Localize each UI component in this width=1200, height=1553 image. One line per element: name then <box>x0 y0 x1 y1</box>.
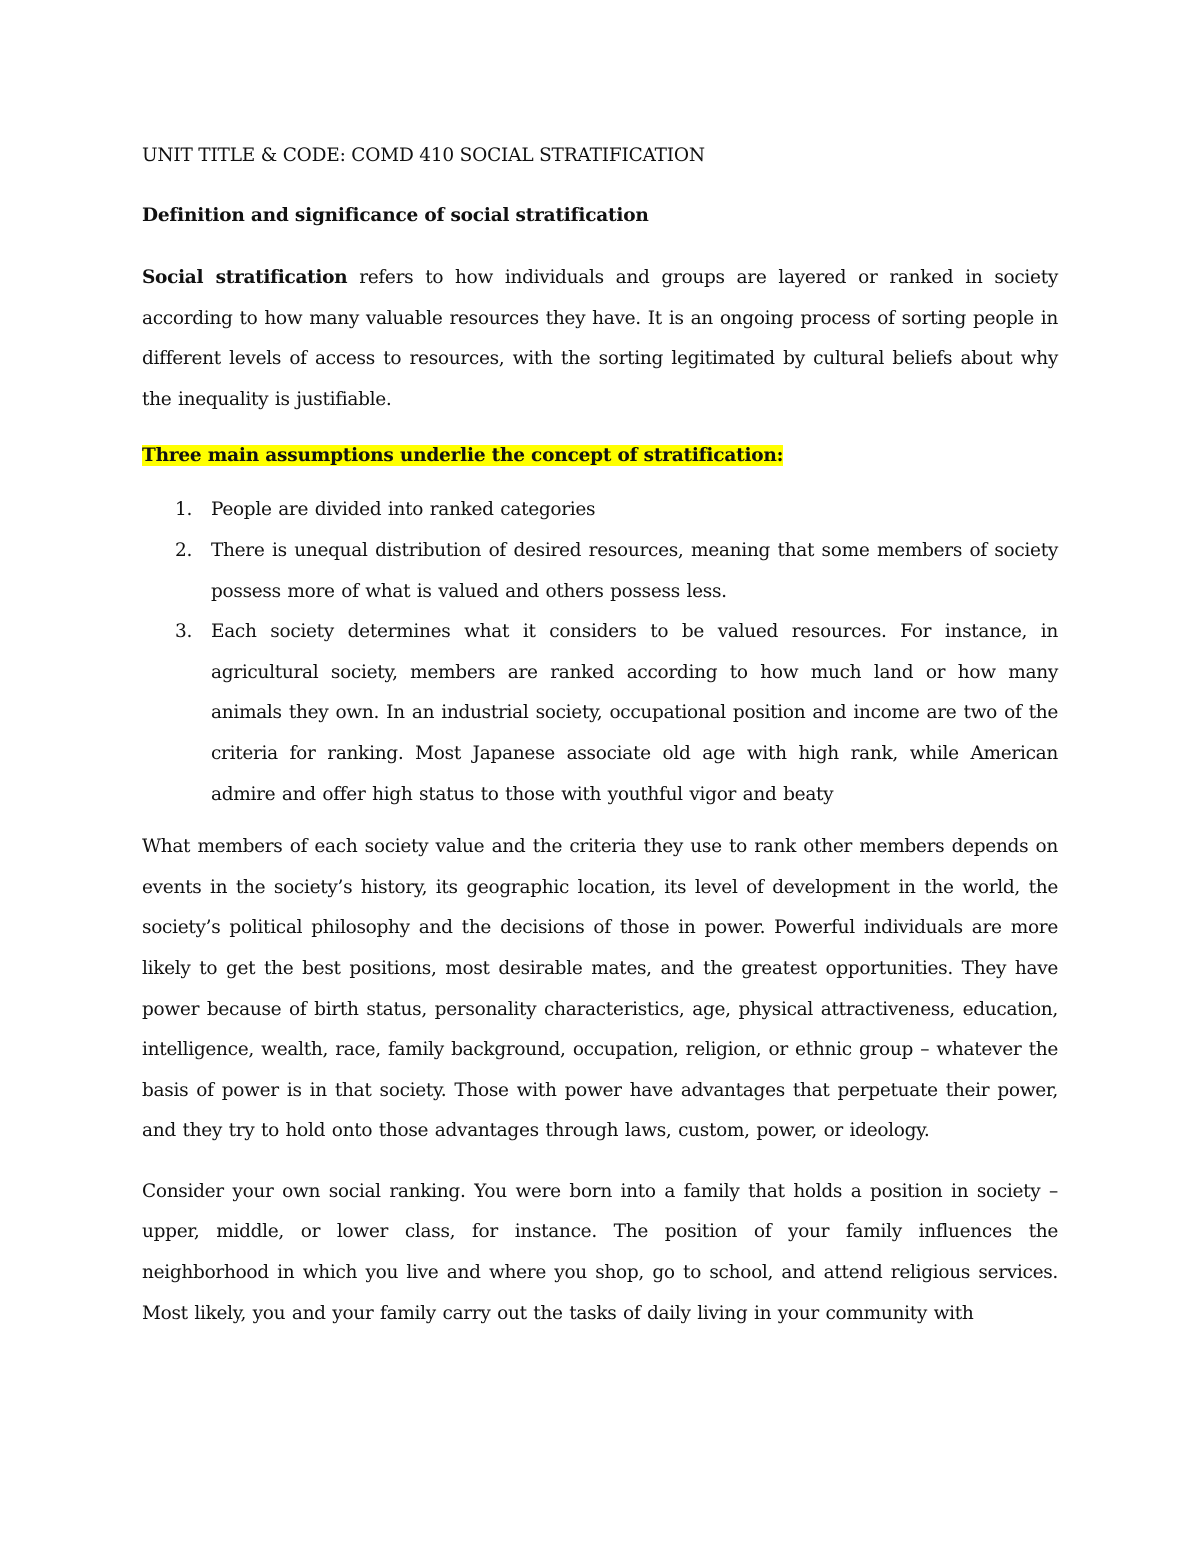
list-item-number: 1. <box>175 499 193 521</box>
list-item-text: Each society determines what it considers to be valued resources. For instance, in agricultural society, members are ranked according to how much land or how many animals they own. In an industrial society, occupational position and income are two of the criteria for ranking. Most Japanese associate old age with high rank, while American admire and offer high status to those with youthful vigor and beaty <box>211 621 1058 805</box>
list-item <box>142 531 1058 612</box>
list-item-number: 3. <box>175 621 193 643</box>
definition-paragraph <box>142 258 1058 420</box>
definition-text: refers to how individuals and groups are layered or ranked in society according to how many valuable resources they have. It is an ongoing process of sorting people in different levels of access to resources, with the sorting legitimated by cultural beliefs about why the inequality is justifiable. <box>142 267 1058 410</box>
assumptions-heading <box>142 440 1058 472</box>
ranking-paragraph: Consider your own social ranking. You were born into a family that holds a position in society – upper, middle, or lower class, for instance. The position of your family influences the neighborhood in which you live and where you shop, go to school, and attend religious services. Most likely, you and your family carry out the tasks of daily living in your community with <box>142 1180 1058 1324</box>
definition-term: Social stratification <box>142 267 348 288</box>
list-item <box>142 490 1058 531</box>
values-paragraph: What members of each society value and the criteria they use to rank other members depends on events in the society’s history, its geographic location, its level of development in the world, the society’s political philosophy and the decisions of those in power. Powerful individuals are more likely to get the best positions, most desirable mates, and the greatest opportunities. They have power because of birth status, personality characteristics, age, physical attractiveness, education, intelligence, wealth, race, family background, occupation, religion, or ethnic group – whatever the basis of power is in that society. Those with power have advantages that perpetuate their power, and they try to hold onto those advantages through laws, custom, power, or ideology. <box>142 836 1058 1142</box>
list-item-text: There is unequal distribution of desired resources, meaning that some members of society possess more of what is valued and others possess less. <box>211 539 1058 602</box>
list-item-text: People are divided into ranked categories <box>211 499 596 521</box>
section-heading: Definition and significance of social stratification <box>142 205 649 226</box>
list-item-number: 2. <box>175 539 193 561</box>
assumptions-heading-highlight: Three main assumptions underlie the concept of stratification: <box>142 445 784 467</box>
list-item <box>142 612 1058 815</box>
document-body <box>142 140 1058 1354</box>
assumptions-list <box>142 490 1058 815</box>
unit-title: UNIT TITLE & CODE: COMD 410 SOCIAL STRATIFICATION <box>142 145 705 166</box>
